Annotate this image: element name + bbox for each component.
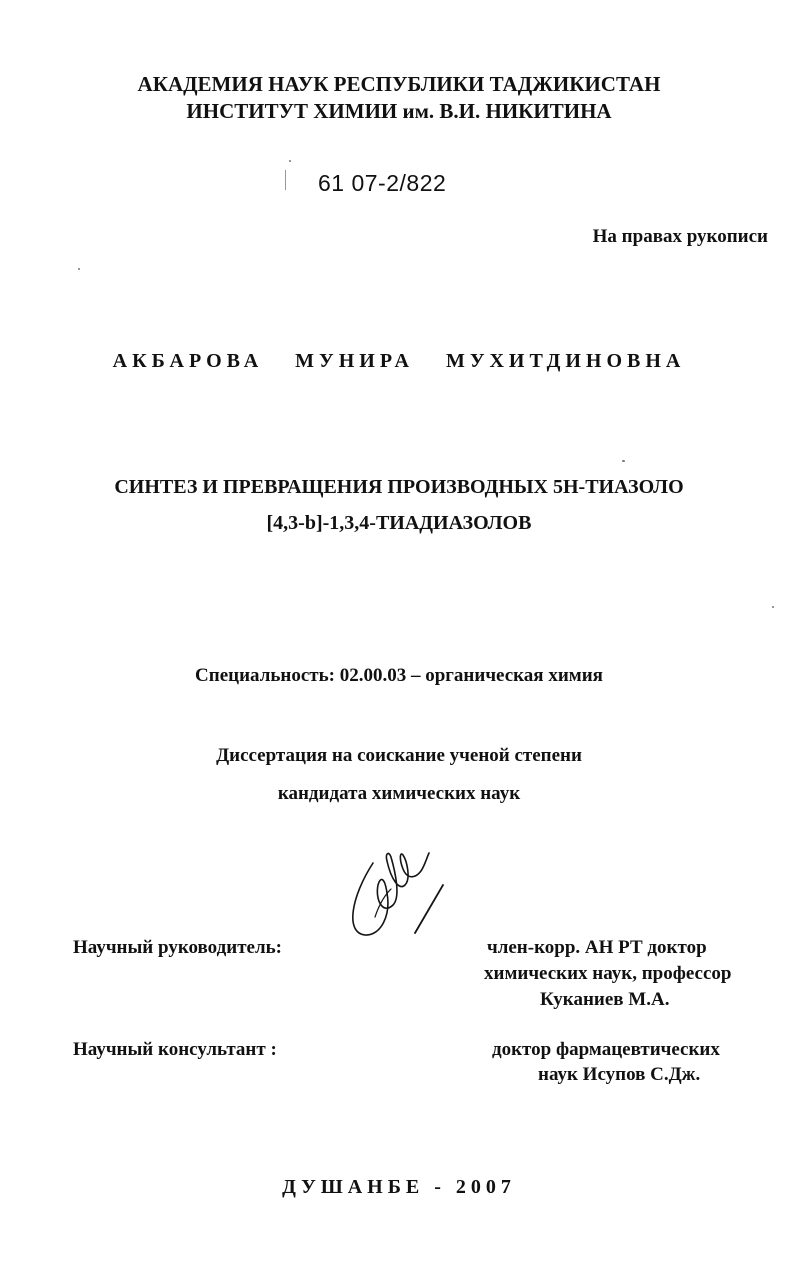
supervisor-title-line-1: член-корр. АН РТ доктор xyxy=(487,937,707,958)
thesis-title-line-2: [4,3-b]-1,3,4-ТИАДИАЗОЛОВ xyxy=(266,512,532,534)
supervisor-title-line-2: химических наук, профессор xyxy=(484,963,732,984)
institution-line-2: ИНСТИТУТ ХИМИИ им. В.И. НИКИТИНА xyxy=(186,99,612,123)
scan-speck xyxy=(622,460,625,462)
scan-speck xyxy=(289,160,291,162)
degree-line-2: кандидата химических наук xyxy=(277,783,521,804)
consultant-label: Научный консультант : xyxy=(73,1039,277,1060)
author-name: АКБАРОВА МУНИРА МУХИТДИНОВНА xyxy=(112,350,686,372)
supervisor-name: Куканиев М.А. xyxy=(540,989,670,1010)
manuscript-rights-note: На правах рукописи xyxy=(592,226,768,247)
thesis-title-line-1: СИНТЕЗ И ПРЕВРАЩЕНИЯ ПРОИЗВОДНЫХ 5Н-ТИАЗОЛО xyxy=(114,476,684,498)
scan-speck xyxy=(772,606,774,608)
registration-number: 61 07-2/822 xyxy=(318,170,447,196)
city-year: ДУШАНБЕ - 2007 xyxy=(282,1176,516,1198)
consultant-title-line-1: доктор фармацевтических xyxy=(492,1039,720,1060)
margin-mark xyxy=(285,170,289,190)
specialty: Специальность: 02.00.03 – органическая химия xyxy=(195,665,603,686)
handwritten-signature xyxy=(345,845,455,940)
consultant-name: наук Исупов С.Дж. xyxy=(538,1064,701,1085)
degree-line-1: Диссертация на соискание ученой степени xyxy=(216,745,582,766)
institution-line-1: АКАДЕМИЯ НАУК РЕСПУБЛИКИ ТАДЖИКИСТАН xyxy=(137,72,661,96)
scan-speck xyxy=(78,268,80,270)
supervisor-label: Научный руководитель: xyxy=(73,937,282,958)
